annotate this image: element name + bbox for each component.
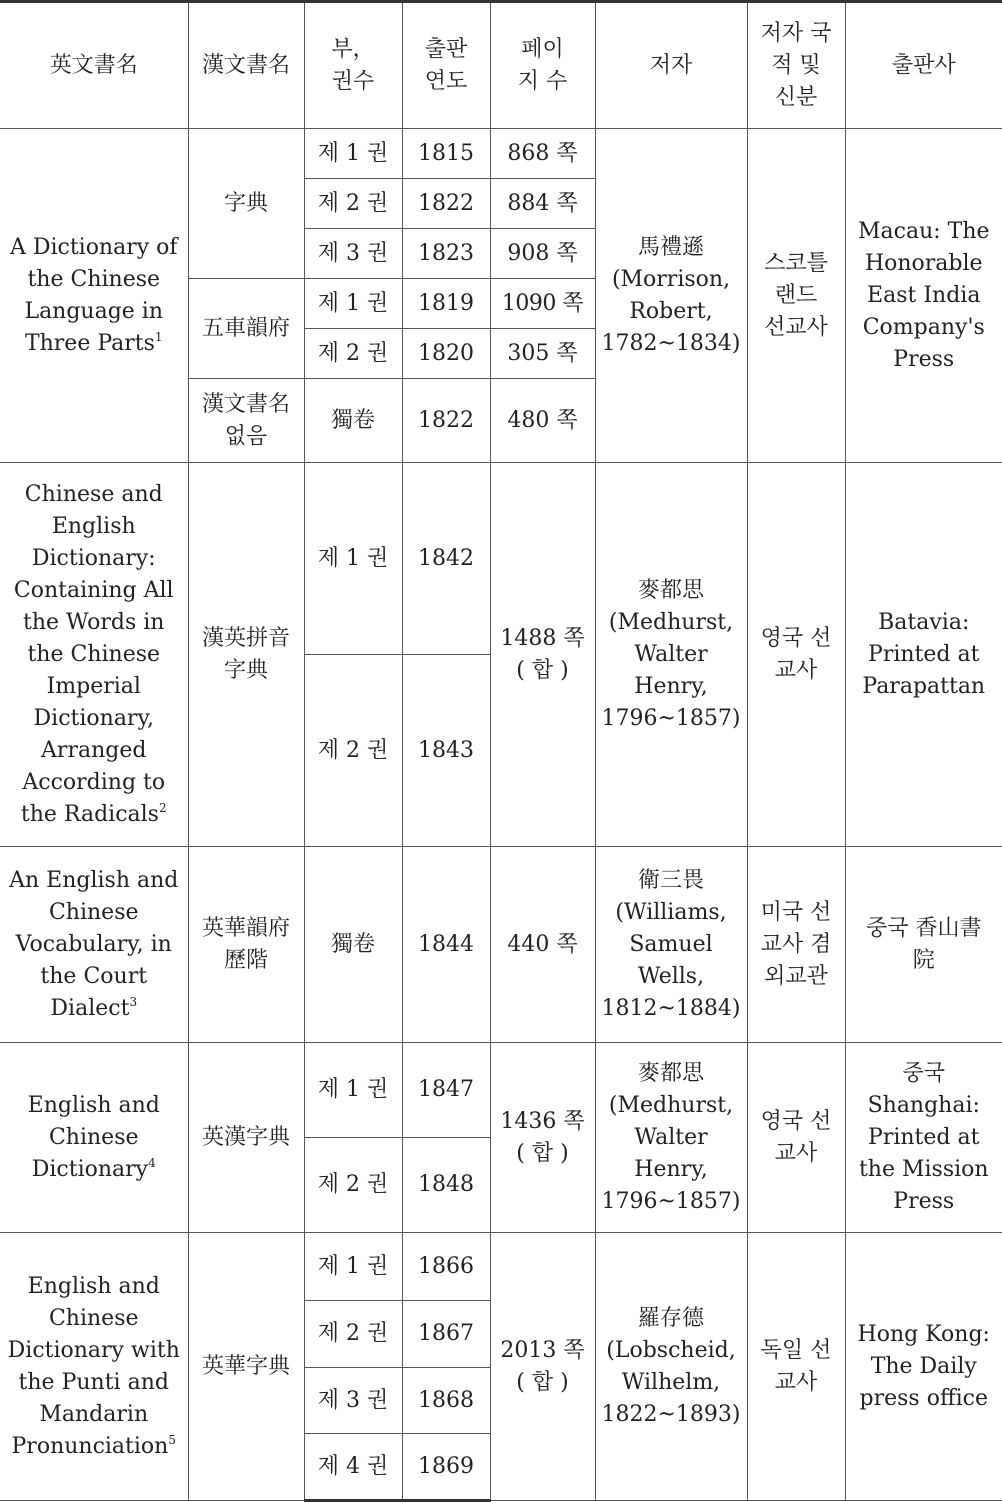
table-row bbox=[0, 1233, 1002, 1301]
english-title-cell bbox=[0, 1043, 188, 1233]
chinese-title-cell: 英華字典 bbox=[188, 1233, 304, 1501]
volume-cell: 제 3 권 bbox=[304, 229, 402, 279]
pages-cell: 480 쪽 bbox=[490, 379, 595, 463]
header-volume: 부， 권수 bbox=[304, 2, 402, 129]
header-author-info: 저자 국 적 및 신분 bbox=[747, 2, 845, 129]
author-info-cell: 독일 선 교사 bbox=[747, 1233, 845, 1501]
english-title: English and Chinese Dictionary bbox=[27, 1092, 160, 1182]
pages-cell: 908 쪽 bbox=[490, 229, 595, 279]
pages-cell: 1488 쪽 ( 합 ) bbox=[490, 463, 595, 847]
chinese-title-cell: 字典 bbox=[188, 129, 304, 279]
year-cell: 1815 bbox=[402, 129, 490, 179]
publisher-cell: 중국 香山書 院 bbox=[845, 847, 1002, 1043]
volume-cell: 제 2 권 bbox=[304, 179, 402, 229]
pages-cell: 884 쪽 bbox=[490, 179, 595, 229]
year-cell: 1822 bbox=[402, 179, 490, 229]
volume-cell: 제 3 권 bbox=[304, 1368, 402, 1434]
year-cell: 1844 bbox=[402, 847, 490, 1043]
year-cell: 1819 bbox=[402, 279, 490, 329]
publisher-cell: 중국 Shanghai: Printed at the Mission Press bbox=[845, 1043, 1002, 1233]
header-author: 저자 bbox=[595, 2, 747, 129]
header-publisher: 출판사 bbox=[845, 2, 1002, 129]
chinese-title-cell: 漢文書名 없음 bbox=[188, 379, 304, 463]
pages-cell: 868 쪽 bbox=[490, 129, 595, 179]
header-year: 출판 연도 bbox=[402, 2, 490, 129]
volume-cell: 제 2 권 bbox=[304, 1301, 402, 1368]
header-english-title: 英文書名 bbox=[0, 2, 188, 129]
author-info-cell: 영국 선 교사 bbox=[747, 1043, 845, 1233]
chinese-title-cell: 英華韻府 歷階 bbox=[188, 847, 304, 1043]
volume-cell: 獨卷 bbox=[304, 847, 402, 1043]
english-title: Chinese and English Dictionary: Containing All the Words in the Chinese Imperial Dictionary, Arranged According to the Radicals bbox=[13, 481, 174, 827]
volume-cell: 제 4 권 bbox=[304, 1434, 402, 1501]
pages-cell: 2013 쪽 ( 합 ) bbox=[490, 1233, 595, 1501]
year-cell: 1820 bbox=[402, 329, 490, 379]
author-cell: 衛三畏 (Williams, Samuel Wells, 1812~1884) bbox=[595, 847, 747, 1043]
header-chinese-title: 漢文書名 bbox=[188, 2, 304, 129]
table-row bbox=[0, 129, 1002, 179]
volume-cell: 제 2 권 bbox=[304, 1138, 402, 1233]
footnote-ref: 1 bbox=[154, 329, 163, 344]
author-info-cell: 스코틀 랜드 선교사 bbox=[747, 129, 845, 463]
pages-cell: 305 쪽 bbox=[490, 329, 595, 379]
author-cell: 麥都思 (Medhurst, Walter Henry, 1796~1857) bbox=[595, 463, 747, 847]
footnote-ref: 3 bbox=[129, 994, 138, 1009]
volume-cell: 제 1 권 bbox=[304, 1043, 402, 1138]
pages-cell: 440 쪽 bbox=[490, 847, 595, 1043]
header-pages: 페이 지 수 bbox=[490, 2, 595, 129]
volume-cell: 獨卷 bbox=[304, 379, 402, 463]
year-cell: 1866 bbox=[402, 1233, 490, 1301]
year-cell: 1868 bbox=[402, 1368, 490, 1434]
table-row bbox=[0, 463, 1002, 655]
volume-cell: 제 1 권 bbox=[304, 1233, 402, 1301]
volume-cell: 제 2 권 bbox=[304, 329, 402, 379]
author-cell: 馬禮遜 (Morrison, Robert, 1782~1834) bbox=[595, 129, 747, 463]
volume-cell: 제 2 권 bbox=[304, 655, 402, 847]
english-title-cell bbox=[0, 847, 188, 1043]
author-info-cell: 영국 선 교사 bbox=[747, 463, 845, 847]
year-cell: 1867 bbox=[402, 1301, 490, 1368]
volume-cell: 제 1 권 bbox=[304, 463, 402, 655]
pages-cell: 1436 쪽 ( 합 ) bbox=[490, 1043, 595, 1233]
table-row bbox=[0, 1043, 1002, 1138]
english-title-cell bbox=[0, 1233, 188, 1501]
volume-cell: 제 1 권 bbox=[304, 279, 402, 329]
chinese-title-cell: 漢英拼音 字典 bbox=[188, 463, 304, 847]
year-cell: 1847 bbox=[402, 1043, 490, 1138]
footnote-ref: 2 bbox=[158, 800, 167, 815]
publisher-cell: Macau: The Honorable East India Company's Press bbox=[845, 129, 1002, 463]
english-title: A Dictionary of the Chinese Language in Three Parts bbox=[9, 234, 178, 356]
author-info-cell: 미국 선 교사 겸 외교관 bbox=[747, 847, 845, 1043]
year-cell: 1869 bbox=[402, 1434, 490, 1501]
author-cell: 羅存德 (Lobscheid, Wilhelm, 1822~1893) bbox=[595, 1233, 747, 1501]
year-cell: 1823 bbox=[402, 229, 490, 279]
year-cell: 1843 bbox=[402, 655, 490, 847]
author-cell: 麥都思 (Medhurst, Walter Henry, 1796~1857) bbox=[595, 1043, 747, 1233]
volume-cell: 제 1 권 bbox=[304, 129, 402, 179]
chinese-title-cell: 五車韻府 bbox=[188, 279, 304, 379]
english-title: English and Chinese Dictionary with the Punti and Mandarin Pronunciation bbox=[7, 1273, 180, 1459]
year-cell: 1822 bbox=[402, 379, 490, 463]
year-cell: 1842 bbox=[402, 463, 490, 655]
table-row bbox=[0, 847, 1002, 1043]
english-title: An English and Chinese Vocabulary, in the Court Dialect bbox=[9, 867, 179, 1021]
english-title-cell bbox=[0, 463, 188, 847]
header-row bbox=[0, 2, 1002, 129]
footnote-ref: 5 bbox=[168, 1432, 176, 1447]
publisher-cell: Hong Kong: The Daily press office bbox=[845, 1233, 1002, 1501]
publisher-cell: Batavia: Printed at Parapattan bbox=[845, 463, 1002, 847]
pages-cell: 1090 쪽 bbox=[490, 279, 595, 329]
english-title-cell bbox=[0, 129, 188, 463]
footnote-ref: 4 bbox=[148, 1155, 156, 1170]
year-cell: 1848 bbox=[402, 1138, 490, 1233]
chinese-title-cell: 英漢字典 bbox=[188, 1043, 304, 1233]
